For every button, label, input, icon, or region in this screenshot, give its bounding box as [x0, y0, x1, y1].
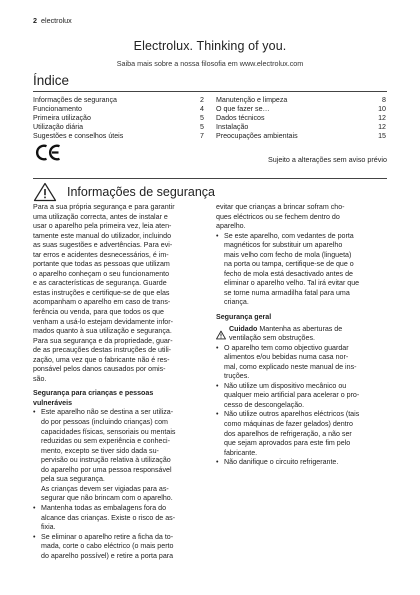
- text-line: fixia.: [41, 523, 56, 532]
- page-header: [33, 16, 72, 25]
- list-item: [216, 410, 386, 458]
- text-line: mada, corte o cabo eléctrico (o mais perto: [41, 542, 174, 551]
- text-line: estas instruções e certifique-se de que elas: [33, 288, 170, 297]
- toc-page: 5: [200, 114, 204, 123]
- list-item: [216, 382, 386, 411]
- column-right: [216, 203, 386, 468]
- list-item: [33, 504, 203, 533]
- text-line: capacidades físicas, sensoriais ou mentais: [41, 427, 176, 436]
- text-line: uma utilização correcta, antes de instalar e: [33, 212, 168, 221]
- text-line: mados quanto à sua utilização e segurança.: [33, 327, 172, 336]
- ce-mark-icon: [34, 144, 62, 161]
- text-line: usar o aparelho pela primeira vez, leia aten-: [33, 222, 172, 231]
- text-line: fecho de mola está desactivado antes de: [224, 269, 353, 278]
- tagline: Electrolux. Thinking of you.: [133, 39, 287, 53]
- toc-page: 15: [378, 132, 386, 141]
- text-line: alimentos e/ou bebidas numa casa nor-: [224, 353, 349, 362]
- toc-page: 12: [378, 123, 386, 132]
- warning-triangle-icon: [33, 182, 57, 202]
- text-line: cesso de descongelação.: [224, 400, 305, 409]
- text-line: O aparelho tem como objectivo guardar: [224, 343, 349, 352]
- toc-page: 12: [378, 114, 386, 123]
- text-line: o aparelho conheçam o seu funcionamento: [33, 269, 170, 278]
- text-line: ponsável pelos danos causados por omis-: [33, 365, 166, 374]
- caution-note: [216, 325, 386, 344]
- caution-label: Cuidado: [229, 324, 258, 333]
- general-safety-list: [216, 344, 386, 468]
- toc-left: [33, 96, 204, 141]
- page-number: 2: [33, 16, 37, 25]
- toc-page: 10: [378, 105, 386, 114]
- text-line: venham a usá-lo estejam devidamente infor-: [33, 317, 173, 326]
- text-line: acompanham o aparelho em caso de trans-: [33, 298, 171, 307]
- text-line: ferência ou venda, para que todos os que: [33, 308, 164, 317]
- continued-text: [216, 203, 386, 232]
- text-line: Se este aparelho, com vedantes de porta: [224, 231, 354, 240]
- text-line: pervisão ou instrução relativa à utilização: [41, 456, 171, 465]
- toc-row: [216, 105, 386, 114]
- philosophy-link-text: Saiba mais sobre a nossa filosofia em www.electrolux.com: [116, 59, 304, 68]
- text-line: portante que todas as pessoas que utilizam: [33, 260, 170, 269]
- text-line: e as características de segurança. Guarde: [33, 279, 167, 288]
- text-line: reduzidas ou sem experiência e conheci-: [41, 437, 170, 446]
- text-line: Não utilize outros aparelhos eléctricos (tais: [224, 410, 360, 419]
- toc-row: [33, 105, 204, 114]
- children-safety-list-continued: [216, 232, 386, 308]
- text-line: Se eliminar o aparelho retire a ficha da to-: [41, 532, 174, 541]
- index-divider: [33, 91, 387, 92]
- text-line: Para a sua própria segurança e para garantir: [33, 203, 175, 211]
- text-line: zação, uma vez que o fabricante não é res-: [33, 355, 170, 364]
- toc-label: O que fazer se…: [216, 105, 270, 114]
- text-line: de as precauções destas instruções de utili-: [33, 346, 172, 355]
- toc-page: 7: [200, 132, 204, 141]
- toc-row: [33, 96, 204, 105]
- list-item: [216, 344, 386, 382]
- list-item: [216, 458, 386, 468]
- children-safety-heading: [33, 389, 203, 408]
- toc-label: Manutenção e limpeza: [216, 96, 288, 104]
- children-safety-list: [33, 408, 203, 561]
- safety-section-title: Informações de segurança: [67, 185, 216, 199]
- toc-label: Informações de segurança: [33, 96, 117, 104]
- toc-label: Primeira utilização: [33, 114, 91, 123]
- text-line: tar erros e acidentes desnecessários, é im-: [33, 250, 169, 259]
- brand-name: electrolux: [41, 16, 72, 25]
- text-line: Não danifique o circuito refrigerante.: [224, 458, 339, 467]
- text-line: alcance das crianças. Existe o risco de as-: [41, 513, 176, 522]
- text-line: mais velho com fecho de mola (lingueta): [224, 250, 352, 259]
- text-line: As crianças devem ser vigiadas para as-: [41, 484, 169, 493]
- toc-label: Funcionamento: [33, 105, 82, 114]
- text-line: mal, como explicado neste manual de ins-: [224, 362, 357, 371]
- text-line: aparelho.: [216, 222, 246, 231]
- text-line: truções.: [224, 372, 250, 381]
- toc-page: 5: [200, 123, 204, 132]
- text-line: Este aparelho não se destina a ser utiliza-: [41, 408, 174, 417]
- text-line: mento, excepto se tiver sido dada su-: [41, 446, 159, 455]
- toc-row: [216, 123, 386, 132]
- toc-row: [216, 114, 386, 123]
- text-line: tamente este manual do utilizador, incluindo: [33, 231, 172, 240]
- toc-label: Instalação: [216, 123, 249, 132]
- text-line: do aparelho possível) e retire a porta para: [41, 551, 174, 560]
- toc-label: Preocupações ambientais: [216, 132, 298, 141]
- text-line: eliminar o aparelho velho. Tal irá evitar que: [224, 279, 360, 288]
- text-line: na porta ou tampa, certifique-se de que o: [224, 260, 354, 269]
- caution-triangle-icon: [216, 326, 226, 344]
- toc-page: 8: [382, 96, 386, 104]
- text-line: ques eléctricos ou se fechem dentro do: [216, 212, 340, 221]
- text-line: qualquer meio artificial para acelerar o pro-: [224, 391, 360, 400]
- heading-line: vulneráveis: [33, 398, 73, 407]
- text-line: fabricante.: [224, 448, 258, 457]
- general-safety-heading: Segurança geral: [216, 313, 272, 322]
- index-title: Índice: [33, 73, 70, 88]
- text-line: pela sua segurança.: [41, 475, 105, 484]
- column-left: [33, 203, 203, 561]
- safety-intro: [33, 203, 203, 384]
- text-line: segurar que não brincam com o aparelho.: [41, 494, 173, 503]
- text-line: que sejam aprovados para este fim pelo: [224, 439, 351, 448]
- toc-page: 2: [200, 96, 204, 104]
- toc-label: Sugestões e conselhos úteis: [33, 132, 124, 141]
- text-line: dos aparelhos de refrigeração, a não ser: [224, 429, 352, 438]
- subject-to-change-note: Sujeito a alterações sem aviso prévio: [267, 155, 387, 164]
- text-line: evitar que crianças a brincar sofram cho-: [216, 203, 345, 211]
- toc-row: [216, 132, 386, 141]
- caution-text-block: [226, 325, 342, 344]
- text-line: do aparelho por uma pessoa responsável: [41, 465, 172, 474]
- list-item: [33, 408, 203, 503]
- toc-row: [216, 96, 386, 105]
- heading-line: Segurança para crianças e pessoas: [33, 389, 154, 398]
- text-line: Para sua segurança e da propriedade, guar-: [33, 336, 173, 345]
- text-line: ventilação sem obstruções.: [229, 334, 315, 343]
- toc-row: [33, 114, 204, 123]
- text-line: magnéticos for substituir um aparelho: [224, 241, 343, 250]
- text-line: como máquinas de fazer gelados) dentro: [224, 420, 353, 429]
- toc-row: [33, 123, 204, 132]
- text-line: se torne numa armadilha fatal para uma: [224, 288, 350, 297]
- text-line: são.: [33, 374, 47, 383]
- text-line: Mantenha as aberturas de: [259, 324, 343, 333]
- text-line: Não utilize um dispositivo mecânico ou: [224, 381, 347, 390]
- toc-label: Dados técnicos: [216, 114, 265, 123]
- text-line: do por pessoas (incluindo crianças) com: [41, 418, 168, 427]
- toc-page: 4: [200, 105, 204, 114]
- text-line: as suas sugestões e advertências. Para evi-: [33, 241, 173, 250]
- text-line: criança.: [224, 298, 249, 307]
- toc-right: [216, 96, 386, 141]
- list-item: [33, 533, 203, 562]
- section-divider: [33, 178, 387, 179]
- safety-section-header: [33, 181, 215, 203]
- toc-row: [33, 132, 204, 141]
- text-line: Mantenha todas as embalagens fora do: [41, 503, 167, 512]
- toc-label: Utilização diária: [33, 123, 84, 132]
- list-item: [216, 232, 386, 308]
